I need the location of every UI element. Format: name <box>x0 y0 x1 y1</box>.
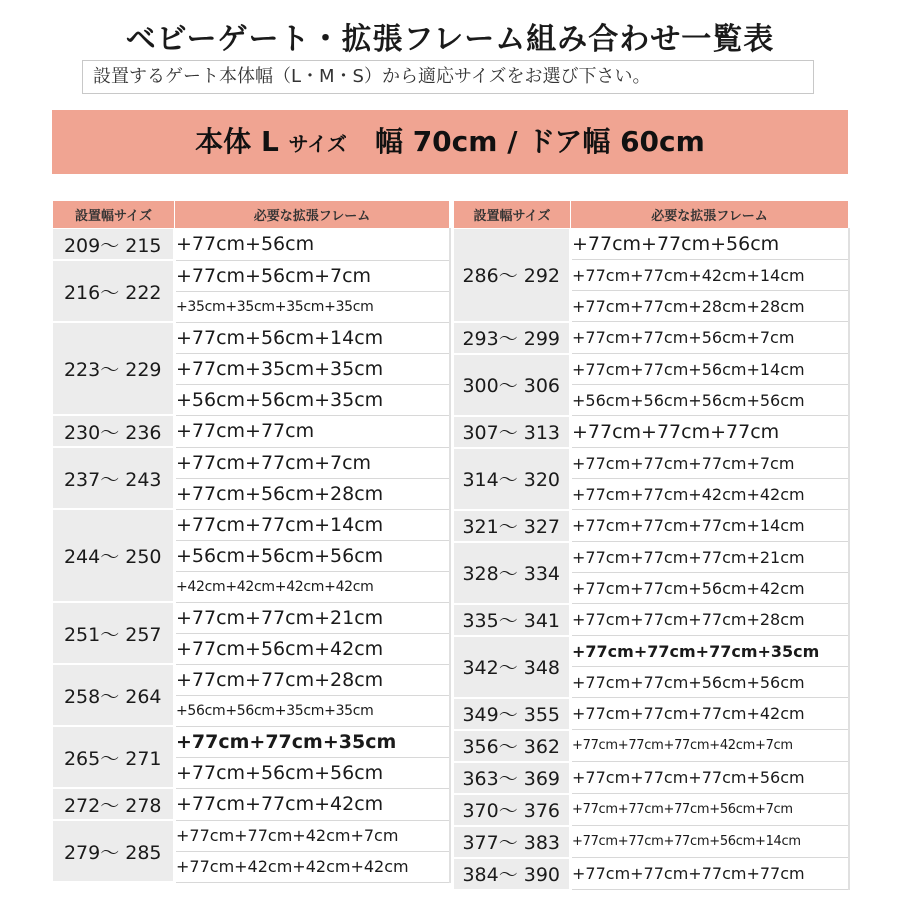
frame-combination: +77cm+77cm+42cm+42cm <box>571 479 849 510</box>
frame-combination: +77cm+56cm+56cm <box>175 757 450 788</box>
table-row <box>454 229 849 260</box>
size-range: 335～ 341 <box>454 604 571 636</box>
size-range: 286～ 292 <box>454 229 571 322</box>
frame-combination: +77cm+77cm+56cm+7cm <box>571 322 849 354</box>
size-range: 209～ 215 <box>53 229 175 261</box>
table-row <box>53 415 450 447</box>
frame-combination: +42cm+42cm+42cm+42cm <box>175 571 450 602</box>
frame-combination: +77cm+77cm+56cm+14cm <box>571 354 849 385</box>
size-range: 272～ 278 <box>53 788 175 820</box>
size-range: 279～ 285 <box>53 820 175 882</box>
table-row <box>454 322 849 354</box>
table-row <box>53 820 450 851</box>
banner-size-letter: L <box>260 125 279 158</box>
combination-table-left <box>52 200 451 883</box>
table-row <box>53 788 450 820</box>
table-row <box>454 794 849 826</box>
size-range: 328～ 334 <box>454 542 571 604</box>
column-header-frames: 必要な拡張フレーム <box>175 201 450 229</box>
table-header-row <box>454 201 849 229</box>
table-row <box>53 447 450 478</box>
frame-combination: +77cm+77cm+42cm+14cm <box>571 260 849 291</box>
size-range: 293～ 299 <box>454 322 571 354</box>
table-row <box>454 858 849 890</box>
frame-combination: +77cm+77cm+21cm <box>175 602 450 633</box>
table-row <box>53 322 450 353</box>
size-range: 307～ 313 <box>454 416 571 448</box>
size-range: 230～ 236 <box>53 415 175 447</box>
size-range: 251～ 257 <box>53 602 175 664</box>
column-header-size: 設置幅サイズ <box>454 201 571 229</box>
instruction-text: 設置するゲート本体幅（L・M・S）から適応サイズをお選び下さい。 <box>82 60 814 94</box>
frame-combination: +77cm+77cm+77cm+35cm <box>571 636 849 667</box>
body-size-banner <box>52 110 848 174</box>
size-range: 223～ 229 <box>53 322 175 415</box>
size-range: 377～ 383 <box>454 826 571 858</box>
frame-combination: +77cm+77cm+56cm+56cm <box>571 667 849 698</box>
table-row <box>454 826 849 858</box>
combination-table-right <box>453 200 850 891</box>
size-range: 216～ 222 <box>53 260 175 322</box>
size-range: 356～ 362 <box>454 730 571 762</box>
table-row <box>454 604 849 636</box>
table-row <box>53 260 450 291</box>
table-row <box>454 698 849 730</box>
frame-combination: +35cm+35cm+35cm+35cm <box>175 291 450 322</box>
table-row <box>454 730 849 762</box>
frame-combination: +77cm+56cm+14cm <box>175 322 450 353</box>
frame-combination: +77cm+77cm+56cm <box>571 229 849 260</box>
frame-combination: +77cm+56cm+42cm <box>175 633 450 664</box>
frame-combination: +77cm+77cm+77cm+42cm+7cm <box>571 730 849 762</box>
frame-combination: +77cm+56cm+28cm <box>175 478 450 509</box>
banner-text-1: 本体 <box>195 125 252 158</box>
size-range: 237～ 243 <box>53 447 175 509</box>
frame-combination: +77cm+77cm+42cm+7cm <box>175 820 450 851</box>
frame-combination: +77cm+77cm+77cm+7cm <box>571 448 849 479</box>
size-range: 363～ 369 <box>454 762 571 794</box>
frame-combination: +77cm+77cm+14cm <box>175 509 450 540</box>
size-range: 300～ 306 <box>454 354 571 416</box>
table-row <box>454 636 849 667</box>
table-row <box>454 416 849 448</box>
table-row <box>53 509 450 540</box>
frame-combination: +56cm+56cm+56cm <box>175 540 450 571</box>
frame-combination: +77cm+77cm+35cm <box>175 726 450 757</box>
frame-combination: +77cm+77cm+77cm <box>571 416 849 448</box>
frame-combination: +77cm+35cm+35cm <box>175 353 450 384</box>
banner-text-2: サイズ <box>288 132 347 156</box>
size-range: 342～ 348 <box>454 636 571 698</box>
frame-combination: +56cm+56cm+35cm+35cm <box>175 695 450 726</box>
column-header-size: 設置幅サイズ <box>53 201 175 229</box>
frame-combination: +77cm+77cm+28cm+28cm <box>571 291 849 322</box>
size-range: 370～ 376 <box>454 794 571 826</box>
table-row <box>53 726 450 757</box>
size-range: 314～ 320 <box>454 448 571 510</box>
size-range: 321～ 327 <box>454 510 571 542</box>
size-range: 384～ 390 <box>454 858 571 890</box>
size-range: 258～ 264 <box>53 664 175 726</box>
frame-combination: +77cm+77cm+77cm+21cm <box>571 542 849 573</box>
frame-combination: +77cm+77cm+77cm+77cm <box>571 858 849 890</box>
table-row <box>53 229 450 261</box>
banner-dimensions: 幅 70cm / ドア幅 60cm <box>374 125 705 158</box>
frame-combination: +77cm+77cm <box>175 415 450 447</box>
table-row <box>454 542 849 573</box>
frame-combination: +77cm+77cm+77cm+56cm+7cm <box>571 794 849 826</box>
frame-combination: +77cm+77cm+7cm <box>175 447 450 478</box>
frame-combination: +77cm+77cm+56cm+42cm <box>571 573 849 604</box>
page-title: ベビーゲート・拡張フレーム組み合わせ一覧表 <box>125 22 775 57</box>
table-row <box>454 448 849 479</box>
frame-combination: +77cm+77cm+28cm <box>175 664 450 695</box>
table-row <box>53 664 450 695</box>
frame-combination: +77cm+77cm+77cm+56cm+14cm <box>571 826 849 858</box>
frame-combination: +77cm+56cm+7cm <box>175 260 450 291</box>
column-header-frames: 必要な拡張フレーム <box>571 201 849 229</box>
frame-combination: +77cm+42cm+42cm+42cm <box>175 851 450 882</box>
table-header-row <box>53 201 450 229</box>
size-range: 244～ 250 <box>53 509 175 602</box>
frame-combination: +77cm+77cm+77cm+14cm <box>571 510 849 542</box>
size-range: 265～ 271 <box>53 726 175 788</box>
size-range: 349～ 355 <box>454 698 571 730</box>
frame-combination: +56cm+56cm+56cm+56cm <box>571 385 849 416</box>
frame-combination: +77cm+77cm+77cm+28cm <box>571 604 849 636</box>
table-row <box>454 510 849 542</box>
table-row <box>454 762 849 794</box>
frame-combination: +77cm+77cm+42cm <box>175 788 450 820</box>
frame-combination: +56cm+56cm+35cm <box>175 384 450 415</box>
frame-combination: +77cm+77cm+77cm+42cm <box>571 698 849 730</box>
frame-combination: +77cm+56cm <box>175 229 450 261</box>
table-row <box>53 602 450 633</box>
table-row <box>454 354 849 385</box>
frame-combination: +77cm+77cm+77cm+56cm <box>571 762 849 794</box>
